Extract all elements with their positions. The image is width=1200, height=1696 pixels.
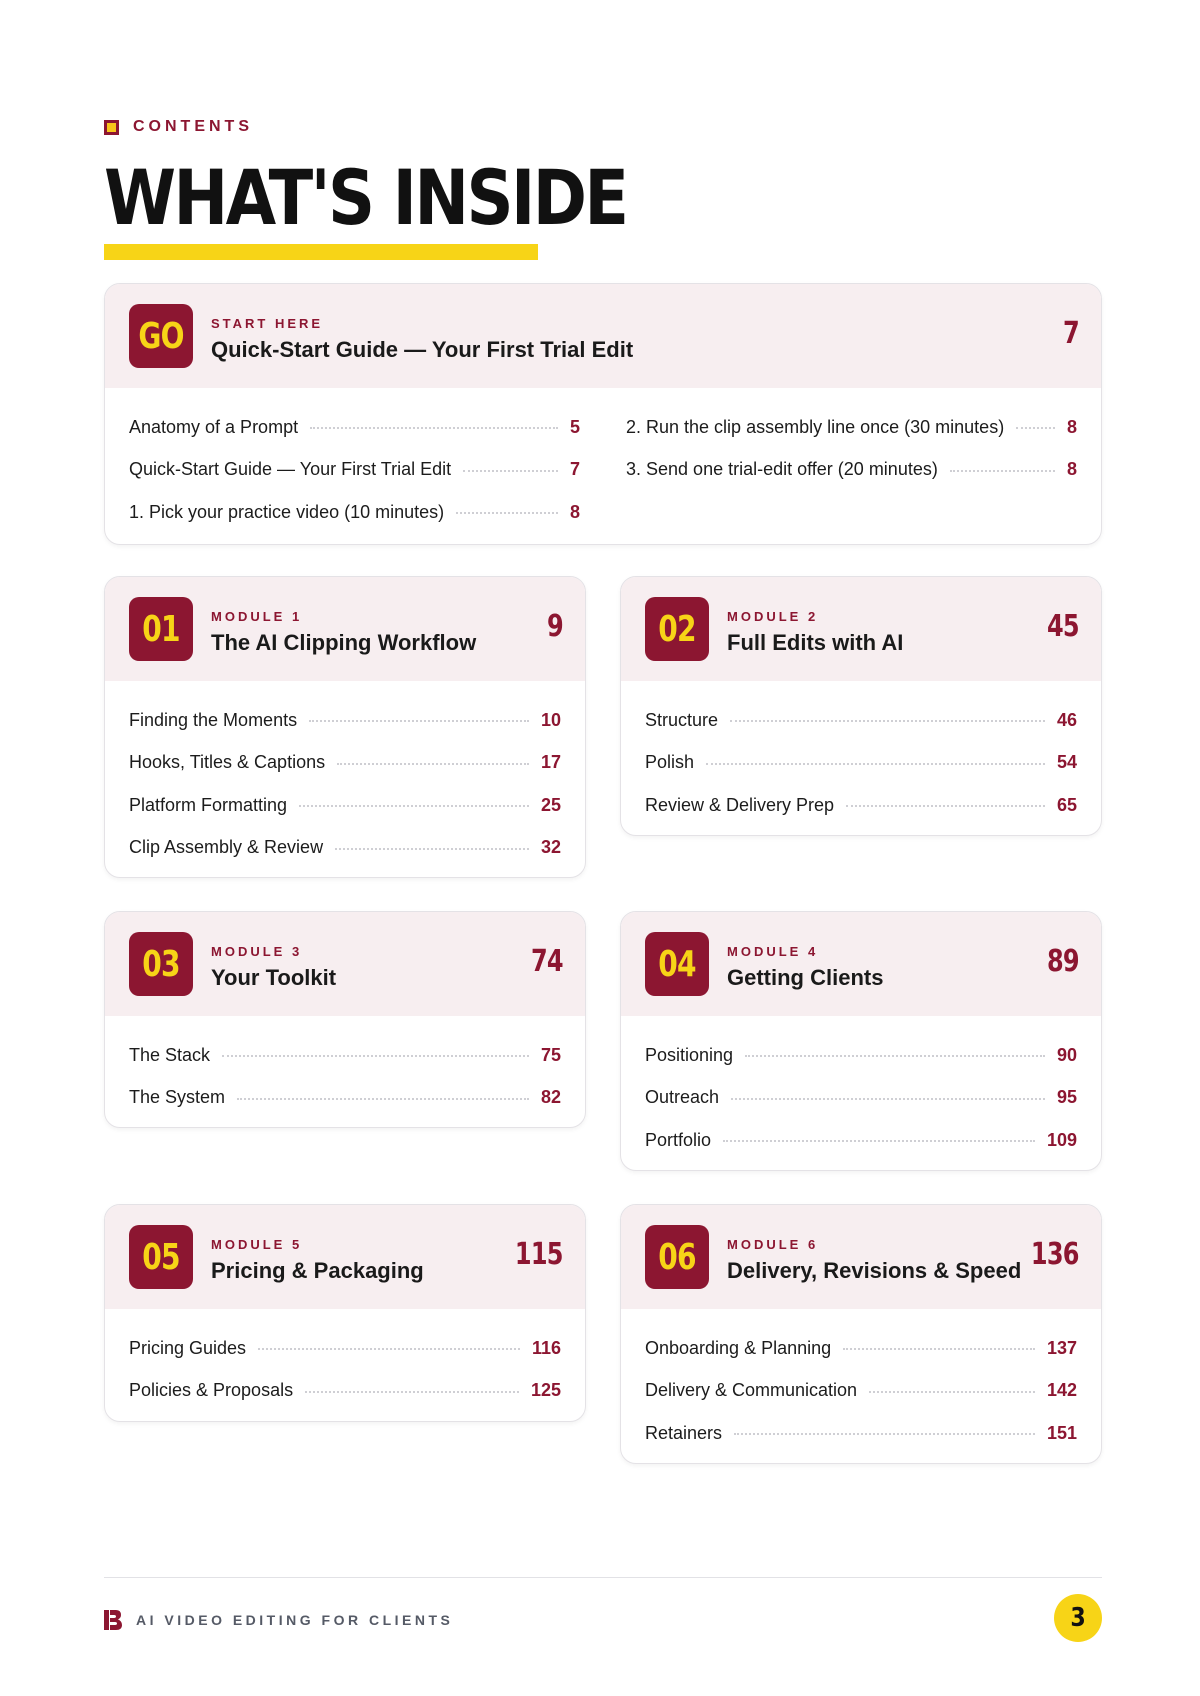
dot-leader [731,1098,1045,1100]
entry-page-number: 151 [1046,1422,1077,1443]
card-page-number: 89 [1047,944,1079,979]
card-kicker: MODULE 2 [727,609,819,624]
entry-page-number: 7 [569,459,580,480]
entry-page-number: 75 [540,1044,561,1065]
entry-page-number: 90 [1056,1044,1077,1065]
entry-label: 2. Run the clip assembly line once (30 minutes) [626,416,1005,437]
entry-page-number: 17 [540,752,561,773]
card-badge: 03 [129,932,193,996]
entry-label: Anatomy of a Prompt [129,416,299,437]
toc-entries [621,1016,1101,1162]
entry-page-number: 46 [1056,709,1077,730]
card-kicker: MODULE 6 [727,1237,819,1252]
toc-entry[interactable] [129,449,580,492]
module-1-card [104,576,586,878]
dot-leader [734,1433,1035,1435]
entry-label: Retainers [645,1422,723,1443]
entry-page-number: 8 [569,501,580,522]
card-page-number: 136 [1031,1237,1079,1272]
toc-entry[interactable] [129,827,561,870]
dot-leader [706,763,1045,765]
dot-leader [305,1391,519,1393]
footer-brand [104,1610,453,1630]
dot-leader [337,763,529,765]
card-title[interactable]: Delivery, Revisions & Speed [727,1258,1022,1283]
dot-leader [299,805,529,807]
toc-entry[interactable] [129,491,580,534]
dot-leader [463,470,558,472]
toc-entry[interactable] [129,1370,561,1413]
entry-label: Hooks, Titles & Captions [129,752,326,773]
entry-label: Platform Formatting [129,794,288,815]
card-title[interactable]: Getting Clients [727,965,884,990]
toc-entry[interactable] [645,1077,1077,1120]
dot-leader [309,720,529,722]
page-number: 3 [1070,1603,1086,1633]
entry-page-number: 5 [569,416,580,437]
toc-entry[interactable] [129,742,561,785]
card-page-number: 45 [1047,609,1079,644]
card-page-number: 9 [547,609,563,644]
toc-entry[interactable] [129,1327,561,1370]
card-kicker: MODULE 1 [211,609,303,624]
entry-label: Pricing Guides [129,1337,247,1358]
entry-page-number: 65 [1056,794,1077,815]
entry-page-number: 82 [540,1087,561,1108]
book-logo-icon [104,1610,122,1630]
toc-entry[interactable] [645,1412,1077,1455]
entry-label: Delivery & Communication [645,1380,858,1401]
toc-entry[interactable] [626,406,1077,449]
toc-entry[interactable] [645,1119,1077,1162]
entry-page-number: 109 [1046,1129,1077,1150]
dot-leader [258,1348,520,1350]
toc-entry[interactable] [129,699,561,742]
card-heading [211,609,476,656]
card-badge: 01 [129,597,193,661]
entry-page-number: 32 [540,837,561,858]
entry-label: Portfolio [645,1129,712,1150]
card-page-number: 74 [531,944,563,979]
entry-page-number: 142 [1046,1380,1077,1401]
card-header [621,577,1101,681]
entry-page-number: 8 [1066,459,1077,480]
toc-entry[interactable] [645,1034,1077,1077]
entry-label: The Stack [129,1044,211,1065]
toc-entry[interactable] [645,742,1077,785]
entry-page-number: 95 [1056,1087,1077,1108]
card-page-number: 115 [515,1237,563,1272]
card-title[interactable]: The AI Clipping Workflow [211,630,477,655]
entry-page-number: 10 [540,709,561,730]
module-3-card [104,911,586,1128]
card-header [621,1205,1101,1309]
entry-label: The System [129,1087,226,1108]
card-header [105,1205,585,1309]
toc-entry[interactable] [645,699,1077,742]
card-heading [727,609,903,656]
entry-page-number: 116 [531,1337,561,1358]
dot-leader [222,1055,529,1057]
entry-label: Quick-Start Guide — Your First Trial Edit [129,459,452,480]
module-2-card [620,576,1102,836]
toc-entries [621,1309,1101,1455]
card-title[interactable]: Your Toolkit [211,965,337,990]
card-heading [211,1237,424,1284]
toc-entry[interactable] [129,1034,561,1077]
entry-label: 3. Send one trial-edit offer (20 minutes) [626,459,938,480]
entry-label: Structure [645,709,719,730]
entry-page-number: 8 [1066,416,1077,437]
dot-leader [745,1055,1045,1057]
dot-leader [846,805,1045,807]
entry-page-number: 25 [540,794,561,815]
toc-entry[interactable] [645,1327,1077,1370]
module-4-card [620,911,1102,1171]
toc-entries [621,681,1101,827]
entry-page-number: 137 [1046,1337,1077,1358]
toc-entry[interactable] [626,449,1077,492]
entry-label: Clip Assembly & Review [129,837,324,858]
dot-leader [843,1348,1035,1350]
card-title[interactable]: Quick-Start Guide — Your First Trial Edit [211,337,634,362]
card-badge: GO [129,304,193,368]
entry-label: Review & Delivery Prep [645,794,835,815]
square-bullet-icon [104,120,119,135]
dot-leader [310,427,558,429]
card-kicker: MODULE 5 [211,1237,303,1252]
card-title[interactable]: Pricing & Packaging [211,1258,424,1283]
card-heading [211,316,633,363]
entry-page-number: 125 [530,1380,561,1401]
toc-entry[interactable] [129,1077,561,1120]
page-title: WHAT'S INSIDE [104,153,627,242]
card-badge: 05 [129,1225,193,1289]
entry-label: Outreach [645,1087,720,1108]
card-heading [211,944,336,991]
card-page-number: 7 [1063,316,1079,351]
dot-leader [237,1098,529,1100]
card-header [105,284,1101,388]
card-kicker: MODULE 4 [727,944,819,959]
toc-entry[interactable] [645,1370,1077,1413]
module-5-card [104,1204,586,1422]
entry-page-number: 54 [1056,752,1077,773]
entry-label: Positioning [645,1044,734,1065]
dot-leader [730,720,1045,722]
entry-label: Policies & Proposals [129,1380,294,1401]
toc-entry[interactable] [129,784,561,827]
toc-entry[interactable] [645,784,1077,827]
dot-leader [456,512,558,514]
page-title-wrap [104,150,712,246]
toc-entries [105,1309,585,1412]
footer-book-title: AI VIDEO EDITING FOR CLIENTS [136,1612,454,1628]
card-header [105,577,585,681]
dot-leader [335,848,529,850]
card-kicker: START HERE [211,316,324,331]
dot-leader [723,1140,1035,1142]
toc-entries [105,388,1101,534]
eyebrow-label: CONTENTS [133,118,253,135]
card-header [621,912,1101,1016]
title-underline [104,244,538,260]
contents-eyebrow [104,118,253,136]
toc-entries [105,681,585,869]
dot-leader [1016,427,1055,429]
card-heading [727,1237,1021,1284]
entry-label: Onboarding & Planning [645,1337,832,1358]
card-badge: 04 [645,932,709,996]
dot-leader [950,470,1055,472]
module-6-card [620,1204,1102,1464]
card-heading [727,944,883,991]
toc-entry[interactable] [129,406,580,449]
card-badge: 06 [645,1225,709,1289]
entry-label: Finding the Moments [129,709,298,730]
card-kicker: MODULE 3 [211,944,303,959]
toc-entries [105,1016,585,1119]
start-here-card [104,283,1102,545]
dot-leader [869,1391,1035,1393]
entry-label: 1. Pick your practice video (10 minutes) [129,501,445,522]
page-number-badge [1054,1594,1102,1642]
card-badge: 02 [645,597,709,661]
card-title[interactable]: Full Edits with AI [727,630,904,655]
footer-divider [104,1577,1102,1578]
entry-label: Polish [645,752,695,773]
card-header [105,912,585,1016]
